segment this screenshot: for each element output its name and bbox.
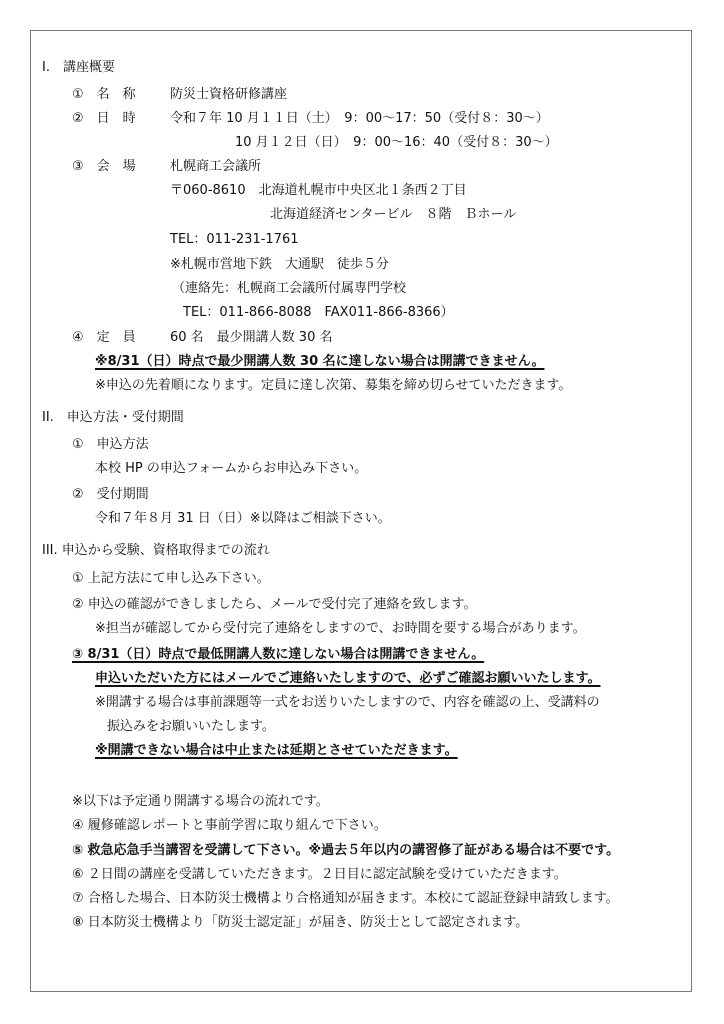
step-6: ⑥ ２日間の講座を受講していただきます。２日目に認定試験を受けていただきます。 (72, 867, 567, 882)
date-label: ② 日 時 (72, 111, 136, 126)
venue-tel: TEL：011-231-1761 (170, 232, 299, 247)
date-day2: 10 月１２日（日） 9：00～16：40（受付８：30～） (235, 135, 558, 150)
period-value: 令和７年８月 31 日（日）※以降はご相談下さい。 (95, 511, 391, 526)
contact-line-2: TEL：011-866-8088 FAX011-866-8366） (183, 305, 454, 320)
step-3-contact-notice: 申込いただいた方にはメールでご連絡いたしますので、必ずご確認お願いいたします。 (95, 671, 601, 686)
name-value: 防災士資格研修講座 (170, 87, 288, 102)
venue-address-2: 北海道経済センタービル ８階 Ｂホール (270, 207, 517, 222)
venue-label: ③ 会 場 (72, 159, 136, 174)
step-8: ⑧ 日本防災士機構より「防災士認定証」が届き、防災士として認定されます。 (72, 915, 529, 930)
method-value: 本校 HP の申込フォームからお申込み下さい。 (95, 461, 368, 476)
capacity-label: ④ 定 員 (72, 330, 136, 345)
venue-access: ※札幌市営地下鉄 大通駅 徒歩５分 (170, 257, 389, 272)
step-3: ③ 8/31（日）時点で最低開講人数に達しない場合は開講できません。 (72, 647, 485, 662)
section-1-heading: I. 講座概要 (42, 60, 115, 75)
step-3-warning: ※開講できない場合は中止または延期とさせていただきます。 (95, 743, 458, 758)
method-label: ① 申込方法 (72, 437, 149, 452)
contact-line-1: （連絡先：札幌商工会議所付属専門学校 (172, 281, 407, 296)
step-7: ⑦ 合格した場合、日本防災士機構より合格通知が届きます。本校にて認証登録申請致します。 (72, 891, 619, 906)
capacity-warning: ※8/31（日）時点で最少開講人数 30 名に達しない場合は開講できません。 (95, 354, 545, 369)
name-label: ① 名 称 (72, 87, 136, 102)
step-2: ② 申込の確認ができしましたら、メールで受付完了連絡を致します。 (72, 597, 477, 612)
step-2-note: ※担当が確認してから受付完了連絡をしますので、お時間を要する場合があります。 (95, 621, 586, 636)
step-1: ① 上記方法にて申し込み下さい。 (72, 571, 270, 586)
section-3-heading: III. 申込から受験、資格取得までの流れ (42, 543, 270, 558)
capacity-value: 60 名 最少開講人数 30 名 (170, 330, 333, 345)
step-5: ⑤ 救急応急手当講習を受講して下さい。※過去５年以内の講習修了証がある場合は不要です。 (72, 843, 620, 858)
date-day1: 令和７年 10 月１１日（土） 9：00～17：50（受付８：30～） (170, 111, 549, 126)
venue-address-1: 〒060-8610 北海道札幌市中央区北１条西２丁目 (170, 183, 467, 198)
step-4: ④ 履修確認レポートと事前学習に取り組んで下さい。 (72, 818, 387, 833)
step-3-note-2: 振込みをお願いいたします。 (107, 719, 275, 734)
capacity-note: ※申込の先着順になります。定員に達し次第、募集を締め切らせていただきます。 (95, 378, 572, 393)
venue-name: 札幌商工会議所 (170, 159, 262, 174)
period-label: ② 受付期間 (72, 487, 149, 502)
planned-flow-note: ※以下は予定通り開講する場合の流れです。 (72, 794, 329, 809)
section-2-heading: II. 申込方法・受付期間 (42, 410, 184, 425)
step-3-note-1: ※開講する場合は事前課題等一式をお送りいたしますので、内容を確認の上、受講料の (95, 695, 600, 710)
